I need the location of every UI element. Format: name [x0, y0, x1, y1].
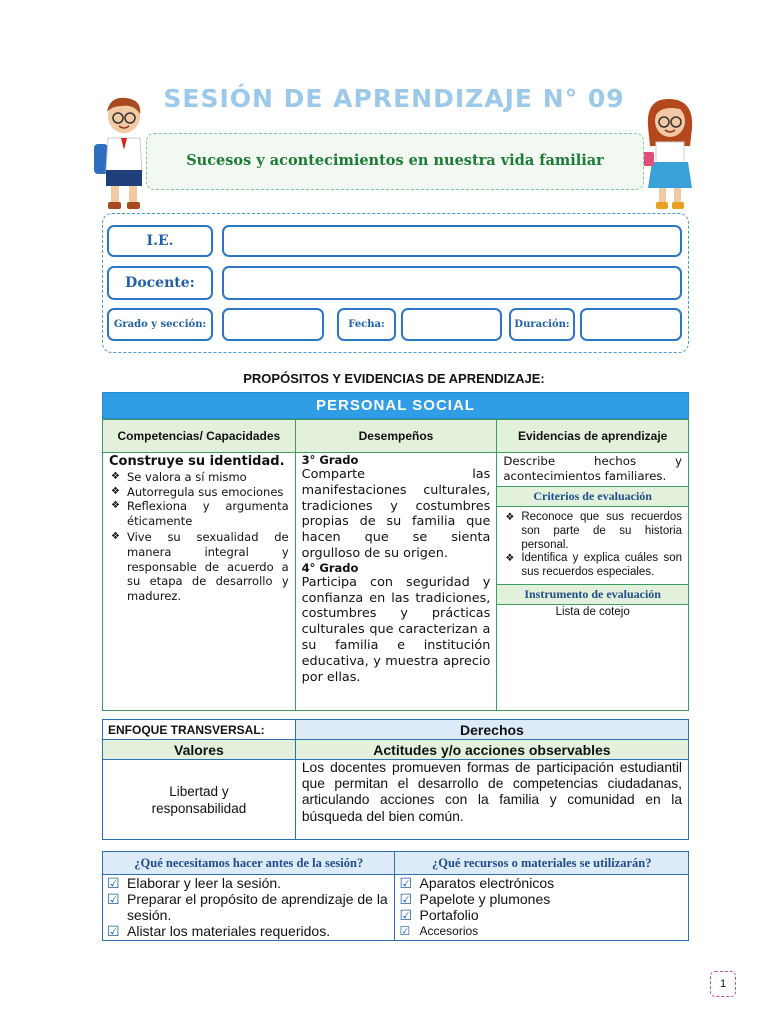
enfoque-label: ENFOQUE TRANSVERSAL: [103, 720, 296, 740]
ie-field[interactable] [222, 225, 682, 257]
enfoque-table [102, 719, 689, 840]
list-item: ❖ Autorregula sus emociones [109, 485, 289, 500]
duracion-field[interactable] [580, 308, 682, 341]
list-item: ☑ Aparatos electrónicos [395, 875, 688, 891]
propositos-table [102, 419, 689, 711]
evidencia-text: Describe hechos y acontecimientos familiares. [503, 454, 682, 483]
valor-cell: Libertad y responsabilidad [103, 760, 296, 840]
list-item: ☑ Papelote y plumones [395, 891, 688, 907]
recursos-cell [395, 875, 689, 941]
evidencias-cell [497, 453, 689, 711]
instrumento-value: Lista de cotejo [555, 605, 630, 618]
list-item: ❖ Se valora a sí mismo [109, 470, 289, 485]
list-item: ☑ Elaborar y leer la sesión. [103, 875, 394, 891]
recursos-list [395, 875, 688, 939]
ie-label: I.E. [107, 225, 213, 257]
boy-student-illustration [92, 94, 154, 214]
area-header: PERSONAL SOCIAL [102, 392, 689, 419]
col-header-desempenos: Desempeños [295, 420, 497, 453]
desempenos-cell [295, 453, 497, 711]
preparacion-table [102, 851, 689, 941]
list-item: ❖ Vive su sexualidad de manera integral y responsable de acuerdo a su etapa de desarrollo y madurez. [109, 530, 289, 603]
grado-seccion-field[interactable] [222, 308, 324, 341]
valores-header: Valores [103, 740, 296, 760]
antes-cell [103, 875, 395, 941]
fecha-label: Fecha: [337, 308, 396, 341]
enfoque-name: Derechos [295, 720, 688, 740]
list-item: ❖ Reflexiona y argumenta éticamente [109, 499, 289, 528]
list-item: ❖ Reconoce que sus recuerdos son parte de su historia personal. [503, 511, 682, 552]
page-title: SESIÓN DE APRENDIZAJE N° 09 [163, 84, 625, 113]
competencia-name: Construye su identidad. [109, 454, 285, 469]
col-header-evidencias: Evidencias de aprendizaje [497, 420, 689, 453]
list-item: ☑ Portafolio [395, 907, 688, 923]
list-item: ❖ Identifica y explica cuáles son sus recuerdos especiales. [503, 552, 682, 580]
list-item: ☑ Accesorios [395, 923, 688, 939]
desempeno-4: Participa con seguridad y confianza en las tradiciones, costumbres y prácticas culturales que caracterizan a su familia e institución educativa, y muestra aprecio por ellas. [301, 574, 491, 685]
grado4-label: 4° Grado [301, 560, 359, 575]
grado-seccion-label: Grado y sección: [107, 308, 213, 341]
instrumento-header: Instrumento de evaluación [497, 584, 688, 605]
girl-student-illustration [638, 96, 700, 216]
col-header-competencias: Competencias/ Capacidades [103, 420, 296, 453]
actitud-cell: Los docentes promueven formas de participación estudiantil que permitan el desarrollo de competencias ciudadanas, articulando acciones con la familia y comunidad en la búsqueda del bien común. [295, 760, 688, 840]
docente-label: Docente: [107, 266, 213, 300]
grado3-label: 3° Grado [301, 453, 359, 467]
section-title-propositos: PROPÓSITOS Y EVIDENCIAS DE APRENDIZAJE: [243, 371, 545, 386]
docente-field[interactable] [222, 266, 682, 300]
criterios-list [497, 507, 688, 584]
page-number: 1 [710, 971, 736, 997]
recursos-header: ¿Qué recursos o materiales se utilizarán? [395, 852, 689, 875]
list-item: ☑ Alistar los materiales requeridos. [103, 923, 394, 939]
antes-list [103, 875, 394, 939]
desempeno-3: Comparte las manifestaciones culturales, tradiciones y costumbres propias de su familia que hacen que se sienta orgulloso de su origen. [301, 467, 491, 561]
competencias-cell [103, 453, 296, 711]
antes-header: ¿Qué necesitamos hacer antes de la sesión? [103, 852, 395, 875]
list-item: ☑ Preparar el propósito de aprendizaje de la sesión. [103, 891, 394, 923]
session-subtitle: Sucesos y acontecimientos en nuestra vida familiar [186, 152, 604, 169]
capacidades-list [109, 470, 289, 603]
actitudes-header: Actitudes y/o acciones observables [295, 740, 688, 760]
criterios-header: Criterios de evaluación [497, 486, 688, 507]
fecha-field[interactable] [401, 308, 502, 341]
duracion-label: Duración: [509, 308, 575, 341]
